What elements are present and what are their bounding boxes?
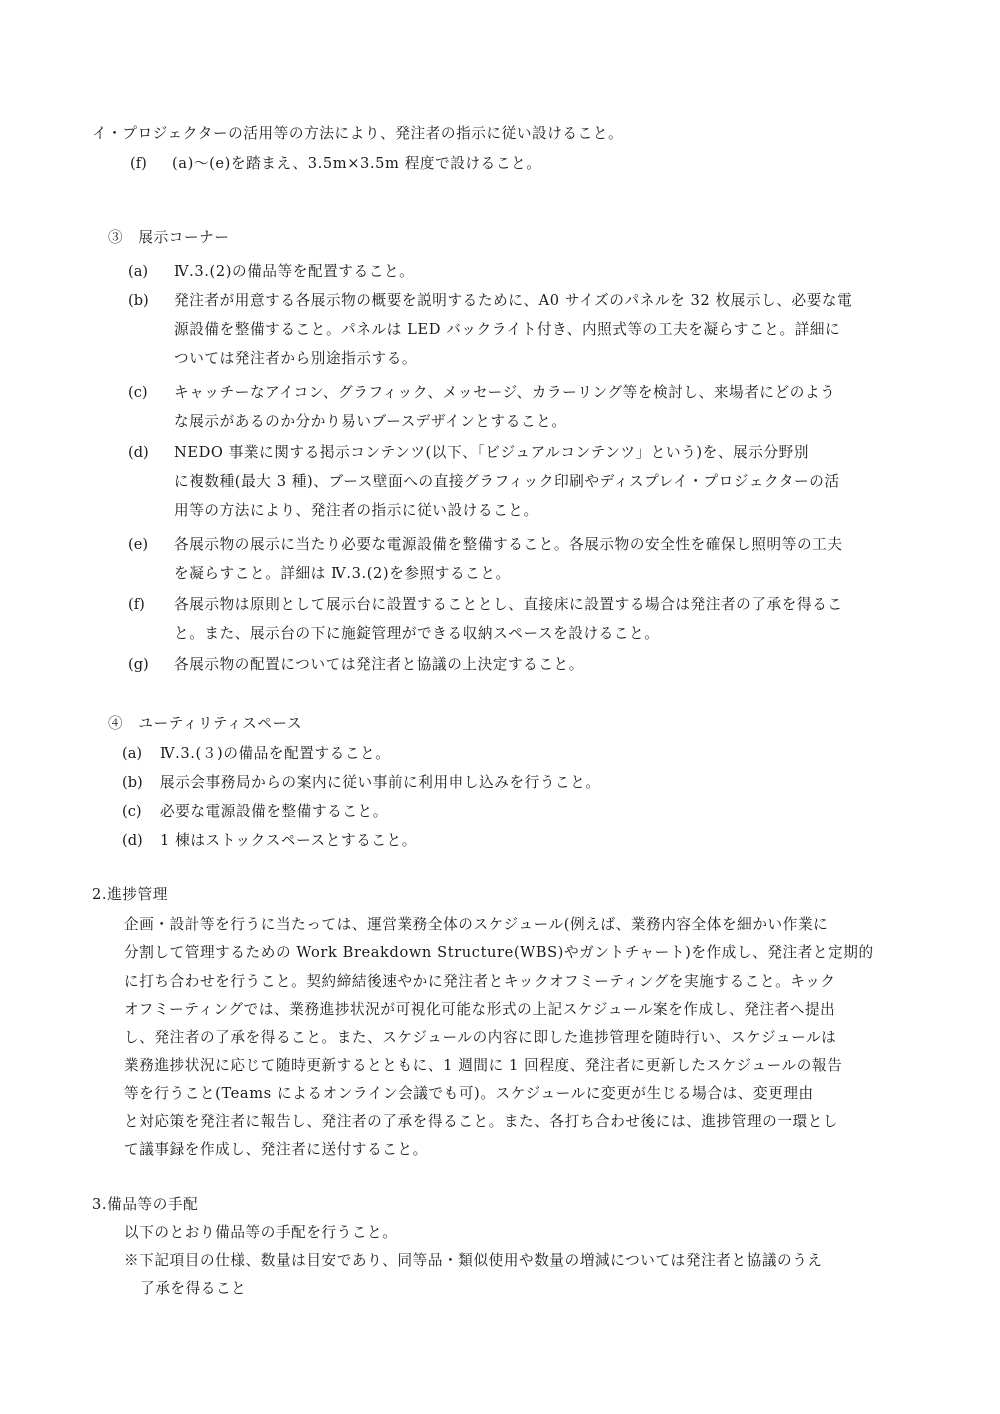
list-item-line: Ⅳ.3.(2)の備品等を配置すること。 <box>174 263 415 280</box>
list-item-line: 発注者が用意する各展示物の概要を説明するために、A0 サイズのパネルを 32 枚展示し、必要な電 <box>174 292 853 309</box>
list-item-line: 1 棟はストックスペースとすること。 <box>160 832 417 849</box>
list-item-marker: (g) <box>128 656 149 673</box>
progress-heading: 2.進捗管理 <box>92 886 168 903</box>
equipment-note-line: 了承を得ること <box>140 1280 247 1297</box>
section-3-heading: ③ 展示コーナー <box>108 229 230 246</box>
list-item-line: Ⅳ.3.(３)の備品を配置すること。 <box>160 745 391 762</box>
list-item-line: キャッチーなアイコン、グラフィック、メッセージ、カラーリング等を検討し、来場者にどのよう <box>174 384 836 401</box>
list-item-line: 源設備を整備すること。パネルは LED バックライト付き、内照式等の工夫を凝らすこと。詳細に <box>174 321 841 338</box>
paragraph-line: オフミーティングでは、業務進捗状況が可視化可能な形式の上記スケジュール案を作成し、発注者へ提出 <box>124 1001 836 1018</box>
list-item-marker: (d) <box>122 832 143 849</box>
section-4-heading: ④ ユーティリティスペース <box>108 715 303 732</box>
paragraph-line: て議事録を作成し、発注者に送付すること。 <box>124 1141 428 1158</box>
paragraph-line: と対応策を発注者に報告し、発注者の了承を得ること。また、各打ち合わせ後には、進捗管理の一環とし <box>124 1113 839 1130</box>
list-item-marker: (a) <box>122 745 143 762</box>
list-item-marker: (a) <box>128 263 149 280</box>
list-item-marker: (b) <box>122 774 143 791</box>
list-item-line: に複数種(最大 3 種)、ブース壁面への直接グラフィック印刷やディスプレイ・プロジェクターの活 <box>174 473 840 490</box>
list-item-marker: (c) <box>128 384 148 401</box>
intro-continuation: イ・プロジェクターの活用等の方法により、発注者の指示に従い設けること。 <box>92 125 624 142</box>
equipment-note-line: ※下記項目の仕様、数量は目安であり、同等品・類似使用や数量の増減については発注者と協議のうえ <box>124 1252 823 1269</box>
paragraph-line: に打ち合わせを行うこと。契約締結後速やかに発注者とキックオフミーティングを実施すること。キック <box>124 973 836 990</box>
paragraph-line: 企画・設計等を行うに当たっては、運営業務全体のスケジュール(例えば、業務内容全体を細かい作業に <box>124 916 829 933</box>
paragraph-line: し、発注者の了承を得ること。また、スケジュールの内容に即した進捗管理を随時行い、スケジュールは <box>124 1029 837 1046</box>
list-item-line: な展示があるのか分かり易いブースデザインとすること。 <box>174 413 567 430</box>
intro-f-text: (a)〜(e)を踏まえ、3.5m×3.5m 程度で設けること。 <box>172 155 542 172</box>
list-item-marker: (d) <box>128 444 149 461</box>
equipment-heading: 3.備品等の手配 <box>92 1196 199 1213</box>
list-item-line: 各展示物の配置については発注者と協議の上決定すること。 <box>174 656 584 673</box>
paragraph-line: 業務進捗状況に応じて随時更新するとともに、1 週間に 1 回程度、発注者に更新したスケジュールの報告 <box>124 1057 843 1074</box>
list-item-marker: (e) <box>128 536 149 553</box>
list-item-line: 展示会事務局からの案内に従い事前に利用申し込みを行うこと。 <box>160 774 601 791</box>
paragraph-line: 等を行うこと(Teams によるオンライン会議でも可)。スケジュールに変更が生じる場合は、変更理由 <box>124 1085 814 1102</box>
list-item-line: を凝らすこと。詳細は Ⅳ.3.(2)を参照すること。 <box>174 565 511 582</box>
intro-f-marker: (f) <box>130 155 147 172</box>
list-item-marker: (c) <box>122 803 142 820</box>
list-item-line: 各展示物の展示に当たり必要な電源設備を整備すること。各展示物の安全性を確保し照明等の工夫 <box>174 536 843 553</box>
list-item-line: と。また、展示台の下に施錠管理ができる収納スペースを設けること。 <box>174 625 660 642</box>
list-item-line: NEDO 事業に関する掲示コンテンツ(以下、「ビジュアルコンテンツ」という)を、展示分野別 <box>174 444 810 461</box>
list-item-line: 用等の方法により、発注者の指示に従い設けること。 <box>174 502 539 519</box>
list-item-line: ついては発注者から別途指示する。 <box>174 350 418 367</box>
paragraph-line: 分割して管理するための Work Breakdown Structure(WBS)やガントチャート)を作成し、発注者と定期的 <box>124 944 874 961</box>
list-item-line: 必要な電源設備を整備すること。 <box>160 803 388 820</box>
list-item-line: 各展示物は原則として展示台に設置することとし、直接床に設置する場合は発注者の了承を得るこ <box>174 596 843 613</box>
list-item-marker: (b) <box>128 292 149 309</box>
list-item-marker: (f) <box>128 596 145 613</box>
equipment-intro: 以下のとおり備品等の手配を行うこと。 <box>124 1224 398 1241</box>
